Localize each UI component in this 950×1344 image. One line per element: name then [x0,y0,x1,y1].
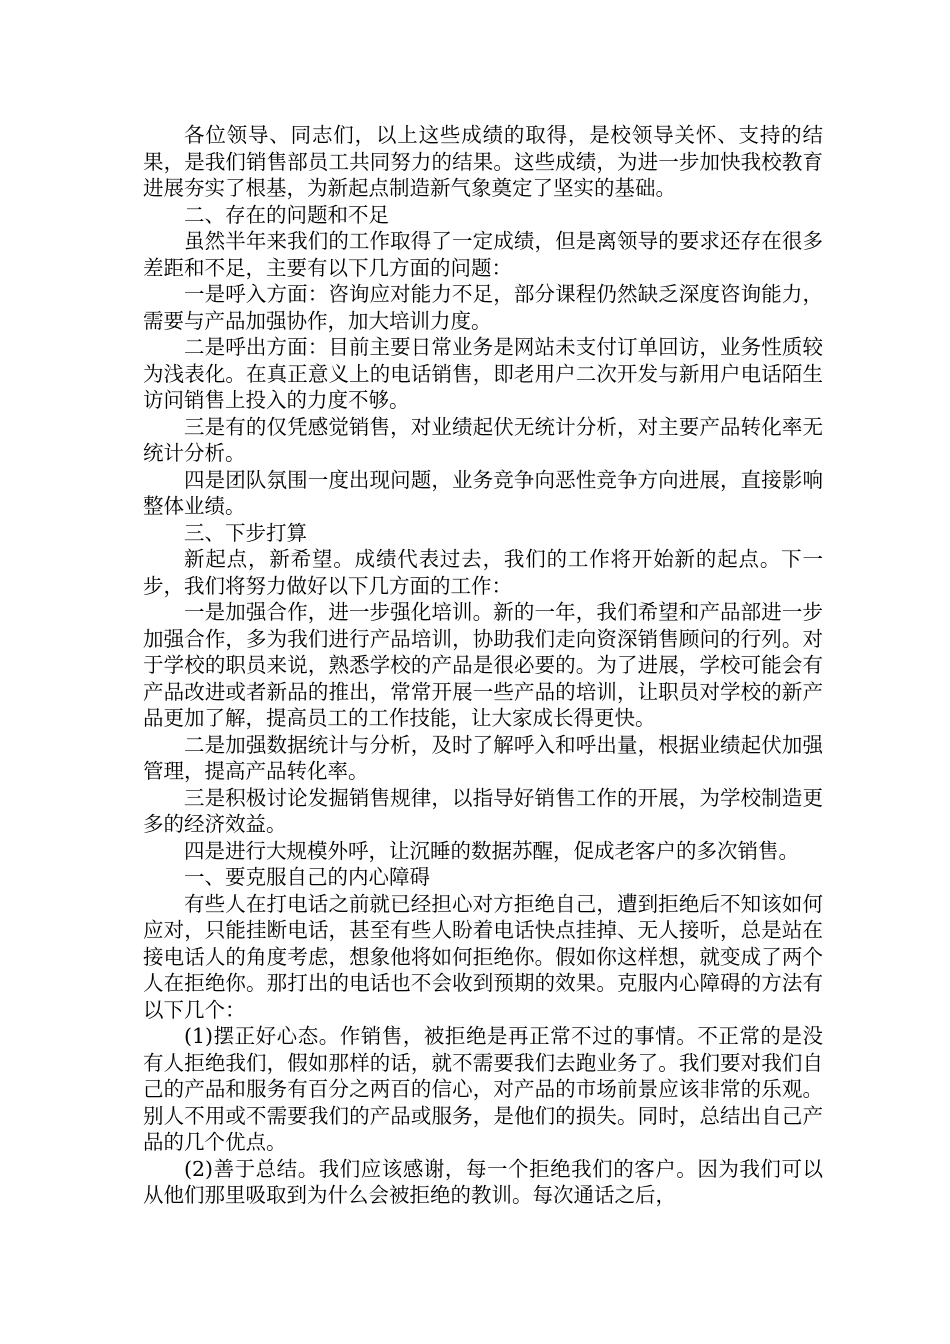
document-body [143,122,823,1209]
paragraph-plan-outbound: 四是进行大规模外呼，让沉睡的数据苏醒，促成老客户的多次销售。 [184,838,799,863]
paragraph-method-summary: (2)善于总结。我们应该感谢，每一个拒绝我们的客户。因为我们可以从他们那里吸取到为什么会被拒绝的教训。每次通话之后， [143,1156,823,1207]
paragraph-inner-barriers: 有些人在打电话之前就已经担心对方拒绝自己，遭到拒绝后不知该如何应对，只能挂断电话，甚至有些人盼着电话快点挂掉、无人接听，总是站在接电话人的角度考虑，想象他将如何拒绝你。假如你这样想，就变成了两个人在拒绝你。那打出的电话也不会收到预期的效果。克服内心障碍的方法有以下几个： [143,891,823,1022]
section-heading-next-steps: 三、下步打算 [184,520,307,545]
paragraph-method-mindset: (1)摆正好心态。作销售，被拒绝是再正常不过的事情。不正常的是没有人拒绝我们，假如那样的话，就不需要我们去跑业务了。我们要对我们自己的产品和服务有百分之两百的信心，对产品的市场前景应该非常的乐观。别人不用或不需要我们的产品或服务，是他们的损失。同时，总结出自己产品的几个优点。 [143,1024,823,1154]
paragraph-plan-cooperation: 一是加强合作，进一步强化培训。新的一年，我们希望和产品部进一步加强合作，多为我们进行产品培训，协助我们走向资深销售顾问的行列。对于学校的职员来说，熟悉学校的产品是很必要的。为了进展，学校可能会有产品改进或者新品的推出，常常开展一些产品的培训，让职员对学校的新产品更加了解，提高员工的工作技能，让大家成长得更快。 [143,600,823,730]
paragraph-achievements-summary: 各位领导、同志们，以上这些成绩的取得，是校领导关怀、支持的结果，是我们销售部员工共同努力的结果。这些成绩，为进一步加快我校教育进展夯实了根基，为新起点制造新气象奠定了坚实的基础。 [143,123,823,200]
paragraph-problems-intro: 虽然半年来我们的工作取得了一定成绩，但是离领导的要求还存在很多差距和不足，主要有以下几方面的问题： [143,229,823,280]
paragraph-next-steps-intro: 新起点，新希望。成绩代表过去，我们的工作将开始新的起点。下一步，我们将努力做好以下几方面的工作： [143,547,823,598]
section-heading-problems: 二、存在的问题和不足 [184,202,389,227]
paragraph-problem-analysis: 三是有的仅凭感觉销售，对业绩起伏无统计分析，对主要产品转化率无统计分析。 [143,414,823,465]
paragraph-problem-inbound: 一是呼入方面：咨询应对能力不足，部分课程仍然缺乏深度咨询能力，需要与产品加强协作，加大培训力度。 [143,282,823,333]
section-heading-inner-barriers: 一、要克服自己的内心障碍 [184,865,430,889]
paragraph-problem-outbound: 二是呼出方面：目前主要日常业务是网站未支付订单回访，业务性质较为浅表化。在真正意义上的电话销售，即老用户二次开发与新用户电话陌生访问销售上投入的力度不够。 [143,335,823,412]
paragraph-problem-team: 四是团队氛围一度出现问题，业务竞争向恶性竞争方向进展，直接影响整体业绩。 [143,467,823,518]
paragraph-plan-discussion: 三是积极讨论发掘销售规律，以指导好销售工作的开展，为学校制造更多的经济效益。 [143,785,823,836]
paragraph-plan-statistics: 二是加强数据统计与分析，及时了解呼入和呼出量，根据业绩起伏加强管理，提高产品转化率。 [143,732,823,783]
